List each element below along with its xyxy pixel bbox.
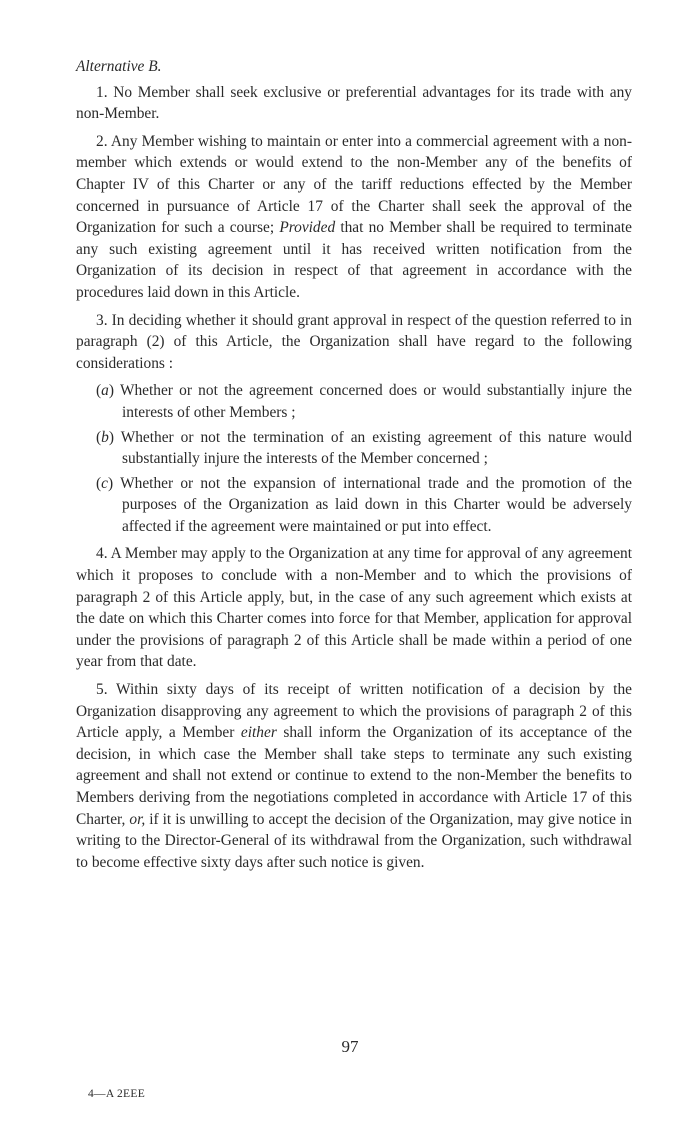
- consideration-item-b: [76, 427, 632, 470]
- paragraph-5-text-a: 5. Within sixty days of its receipt of written notification of a decision by the Organization disapproving any agreement to which the provisions of paragraph 2 of this Article apply, a Member: [76, 681, 632, 742]
- paragraph-2-text-b: that no Member shall be required to terminate any such existing agreement until it has received written notification from the Organization of its decision in respect of that agreement in accordance with the procedures laid down in this Article.: [76, 219, 633, 301]
- item-c-marker: (c): [96, 474, 114, 492]
- paragraph-2: [76, 131, 632, 304]
- item-a-text: Whether or not the agreement concerned does or would substantially injure the interests of other Members ;: [119, 382, 632, 421]
- or-emphasis: or,: [129, 810, 146, 828]
- paragraph-4: 4. A Member may apply to the Organization at any time for approval of any agreement which it proposes to conclude with a non-Member and to which the provisions of paragraph 2 of this Article apply, but, in the case of any such agreement which exists at the date on which this Charter comes into force for that Member, application for approval under the provisions of paragraph 2 of this Article shall be made within a period of one year from that date.: [76, 545, 632, 671]
- printer-signature: 4—A 2EEE: [88, 1088, 146, 1100]
- paragraph-2-text-a: 2. Any Member wishing to maintain or enter into a commercial agreement with a non-member which extends or would extend to the non-Member any of the benefits of Chapter IV of this Charter or any of the tariff reductions effected by the Member concerned in pursuance of Article 17 of the Charter shall seek the approval of the Organization for such a course;: [76, 132, 632, 237]
- item-c-text: Whether or not the expansion of international trade and the promotion of the purposes of the Organization as laid down in this Charter would be adversely affected if the agreement were maintained or put into effect.: [120, 474, 632, 535]
- either-emphasis: either: [240, 724, 277, 742]
- paragraph-5-text-b: shall inform the Organization of its acceptance of the decision, in which case the Member shall take steps to terminate any such existing agreement and shall not extend or continue to extend to the non-Member the benefits to Members deriving from the negotiations completed in accordance with Article 17 of this Charter,: [76, 724, 632, 828]
- alternative-heading: Alternative B.: [76, 58, 162, 75]
- item-b-text: Whether or not the termination of an existing agreement of this nature would substantially injure the interests of the Member concerned ;: [120, 428, 632, 468]
- paragraph-5-text-c: if it is unwilling to accept the decision of the Organization, may give notice in writing to the Director-General of its withdrawal from the Organization, such withdrawal to become effective sixty days after such notice is given.: [76, 810, 632, 871]
- page-number: 97: [341, 1037, 359, 1056]
- paragraph-1: 1. No Member shall seek exclusive or preferential advantages for its trade with any non-Member.: [76, 83, 632, 123]
- paragraph-3: 3. In deciding whether it should grant approval in respect of the question referred to in paragraph (2) of this Article, the Organization shall have regard to the following considerations :: [76, 311, 632, 372]
- document-body: [76, 56, 632, 879]
- item-a-marker: (a): [96, 382, 114, 400]
- provided-emphasis: Provided: [279, 219, 336, 237]
- paragraph-5: [76, 679, 632, 873]
- item-b-marker: (b): [96, 428, 114, 446]
- consideration-item-c: [76, 473, 632, 538]
- consideration-item-a: [76, 380, 632, 423]
